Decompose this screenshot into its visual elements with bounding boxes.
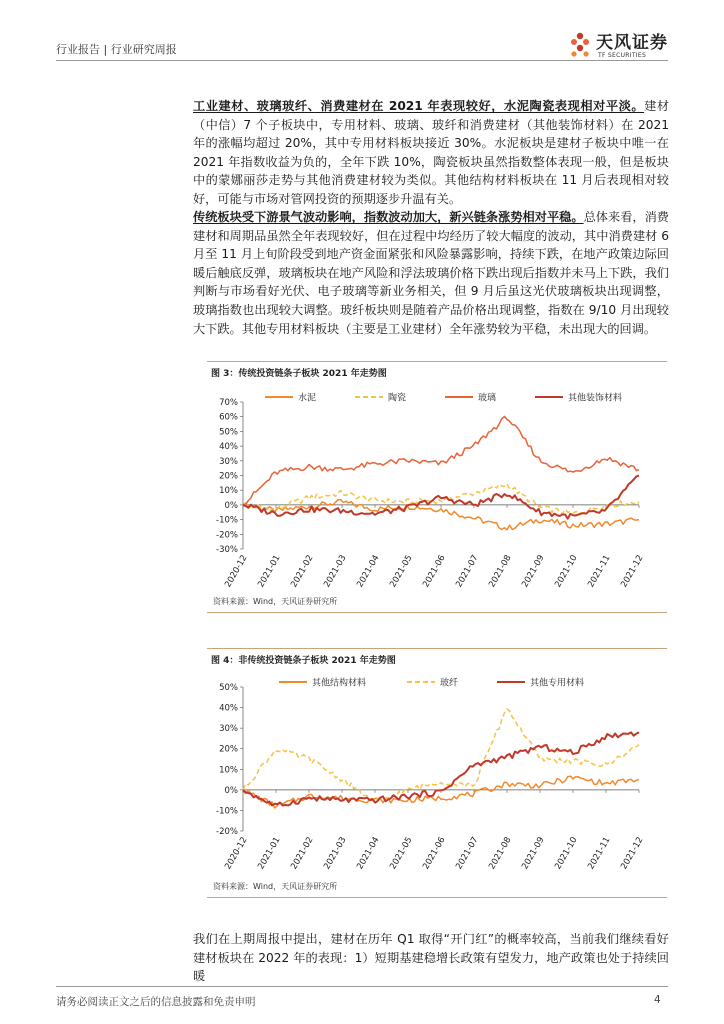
x-tick-label: 2021-11 [586, 835, 613, 872]
series-line-2 [243, 709, 639, 800]
footer-disclaimer: 请务必阅读正文之后的信息披露和免责申明 [56, 996, 256, 1008]
paragraph-1-body: 建材（中信）7 个子板块中，专用材料、玻璃、玻纤和消费建材（其他装饰材料）在 2021 年的涨幅均超过 20%，其中专用材料板块接近 30%。水泥板块是建材子板块中唯一在 2021 年指数收益为负的，全年下跌 10%，陶瓷板块虽然指数整体表现一般，但是板块中的蒙娜丽莎走势与其他消费建材较为类似。其他结构材料板块在 11 月后表现相对较好，可能与市场对管网投资的预期逐步升温有关。 [193, 99, 670, 206]
y-tick-label: 0% [224, 500, 238, 511]
y-tick-label: 60% [219, 412, 238, 423]
paragraph-3 [193, 930, 669, 986]
page-number: 4 [654, 994, 661, 1006]
x-tick-label: 2021-02 [289, 835, 316, 872]
footer-divider [56, 986, 668, 987]
legend-label: 陶瓷 [388, 393, 407, 404]
x-tick-label: 2020-12 [223, 553, 250, 590]
figure-4-chart [207, 668, 667, 878]
header-label: 行业报告 | 行业研究周报 [56, 43, 177, 56]
y-tick-label: 30% [219, 456, 238, 467]
x-tick-label: 2021-09 [520, 835, 547, 872]
x-tick-label: 2021-12 [619, 553, 646, 590]
series-line-3 [243, 732, 639, 805]
legend-label: 水泥 [298, 393, 317, 404]
figure-3-header [207, 361, 667, 379]
x-tick-label: 2021-01 [256, 553, 283, 590]
x-tick-label: 2021-11 [586, 553, 613, 590]
figure-4-bottom-rule [207, 897, 667, 898]
logo-english: TF SECURITIES [598, 52, 647, 59]
x-tick-label: 2021-03 [322, 835, 349, 872]
legend-label: 其他结构材料 [312, 678, 367, 689]
x-tick-label: 2021-10 [553, 835, 580, 872]
y-tick-label: 40% [219, 442, 238, 453]
legend-label: 玻纤 [440, 678, 459, 689]
figure-4-source: 资料来源：Wind，天风证券研究所 [213, 882, 338, 891]
x-tick-label: 2021-02 [289, 553, 316, 590]
y-tick-label: 20% [219, 471, 238, 482]
series-line-3 [243, 416, 639, 505]
y-tick-label: 50% [219, 427, 238, 438]
x-tick-label: 2021-04 [355, 835, 382, 872]
x-tick-label: 2020-12 [223, 835, 250, 872]
y-tick-label: 50% [219, 683, 238, 693]
x-tick-label: 2021-04 [355, 553, 382, 590]
paragraph-2 [193, 208, 669, 338]
x-tick-label: 2021-03 [322, 553, 349, 590]
x-tick-label: 2021-08 [487, 553, 514, 590]
figure-3-title: 图 3：传统投资链条子板块 2021 年走势图 [211, 369, 387, 379]
y-tick-label: 10% [219, 486, 238, 497]
figure-4-header [207, 648, 667, 666]
y-tick-label: 40% [219, 703, 238, 714]
y-tick-label: 10% [219, 765, 238, 776]
x-tick-label: 2021-07 [454, 553, 481, 590]
legend-label: 其他装饰材料 [568, 393, 623, 404]
paragraph-1-lead: 工业建材、玻璃玻纤、消费建材在 2021 年表现较好，水泥陶瓷表现相对平淡。 [193, 99, 645, 113]
x-tick-label: 2021-06 [421, 553, 448, 590]
y-tick-label: -10% [216, 806, 238, 817]
legend-label: 其他专用材料 [530, 678, 585, 689]
x-tick-label: 2021-08 [487, 835, 514, 872]
paragraph-1 [193, 97, 669, 209]
figure-3-source: 资料来源：Wind，天风证券研究所 [213, 597, 338, 606]
paragraph-2-lead: 传统板块受下游景气波动影响，指数波动加大，新兴链条涨势相对平稳。 [193, 210, 584, 224]
x-tick-label: 2021-07 [454, 835, 481, 872]
figure-4-title: 图 4：非传统投资链条子板块 2021 年走势图 [211, 656, 396, 666]
x-tick-label: 2021-09 [520, 553, 547, 590]
y-tick-label: 30% [219, 724, 238, 735]
x-tick-label: 2021-10 [553, 553, 580, 590]
y-tick-label: -20% [216, 827, 238, 837]
logo-name: 天风证券 [596, 33, 668, 53]
series-line-4 [243, 476, 639, 519]
x-tick-label: 2021-06 [421, 835, 448, 872]
y-tick-label: 70% [219, 398, 238, 408]
x-tick-label: 2021-01 [256, 835, 283, 872]
figure-3-chart [207, 378, 667, 593]
y-tick-label: 20% [219, 744, 238, 755]
x-tick-label: 2021-05 [388, 553, 415, 590]
legend-label: 玻璃 [478, 393, 497, 404]
x-tick-label: 2021-05 [388, 835, 415, 872]
y-tick-label: -30% [216, 545, 238, 555]
y-tick-label: -10% [216, 515, 238, 526]
figure-3-bottom-rule [207, 612, 667, 613]
x-tick-label: 2021-12 [619, 835, 646, 872]
y-tick-label: -20% [216, 530, 238, 541]
paragraph-2-body: 总体来看，消费建材和周期品虽然全年表现较好，但在过程中均经历了较大幅度的波动，其中消费建材 6 月至 11 月上旬阶段受到地产资金面紧张和风险暴露影响，持续下跌，在地产政策边际回暖后触底反弹，玻璃板块在地产风险和浮法玻璃价格下跌出现后指数并未马上下跌，我们判断与市场看好光伏、电子玻璃等新业务相关，但 9 月后虽这光伏玻璃板块出现调整，玻璃指数也出现较大调整。玻纤板块则是随着产品价格出现调整，指数在 9/10 月出现较大下跌。其他专用材料板块（主要是工业建材）全年涨势较为平稳，未出现大的回调。 [193, 210, 669, 336]
paragraph-3-body: 我们在上期周报中提出，建材在历年 Q1 取得“开门红”的概率较高，当前我们继续看好建材板块在 2022 年的表现：1）短期基建稳增长政策有望发力，地产政策也处于持续回暖 [193, 932, 669, 984]
y-tick-label: 0% [224, 785, 238, 796]
